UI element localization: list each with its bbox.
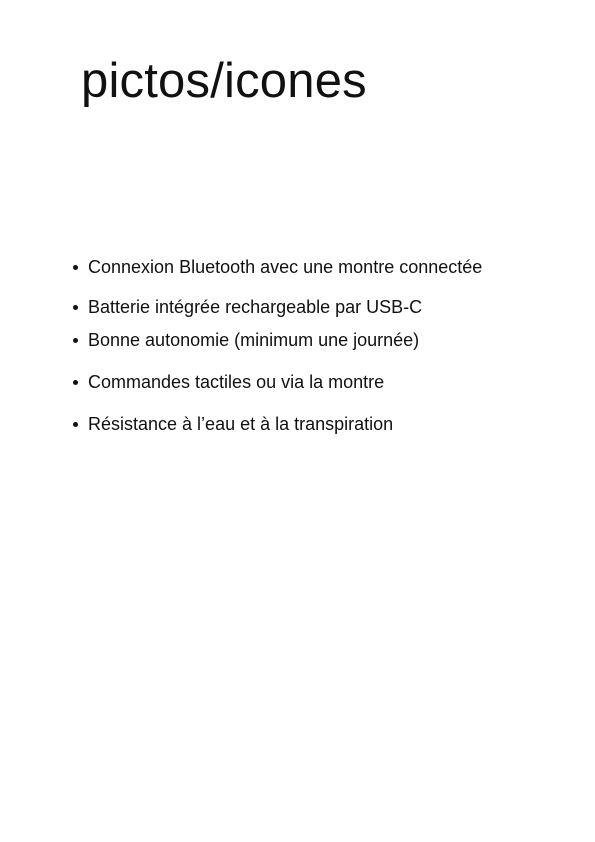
bullet-icon (73, 422, 78, 427)
feature-text: Connexion Bluetooth avec une montre connectée (88, 257, 483, 277)
bullet-icon (73, 265, 78, 270)
feature-item-controls (88, 370, 384, 394)
bullet-icon (73, 380, 78, 385)
feature-text: Batterie intégrée rechargeable par USB-C (88, 297, 423, 317)
page-title: pictos/icones (81, 54, 367, 108)
feature-item-bluetooth (88, 255, 482, 279)
feature-item-autonomy (88, 328, 419, 352)
feature-item-resistance (88, 412, 393, 436)
feature-text: Bonne autonomie (minimum une journée) (88, 330, 420, 350)
feature-text: Résistance à l’eau et à la transpiration (88, 414, 394, 434)
bullet-icon (73, 338, 78, 343)
bullet-icon (73, 305, 78, 310)
feature-text: Commandes tactiles ou via la montre (88, 372, 385, 392)
feature-item-battery (88, 295, 422, 319)
